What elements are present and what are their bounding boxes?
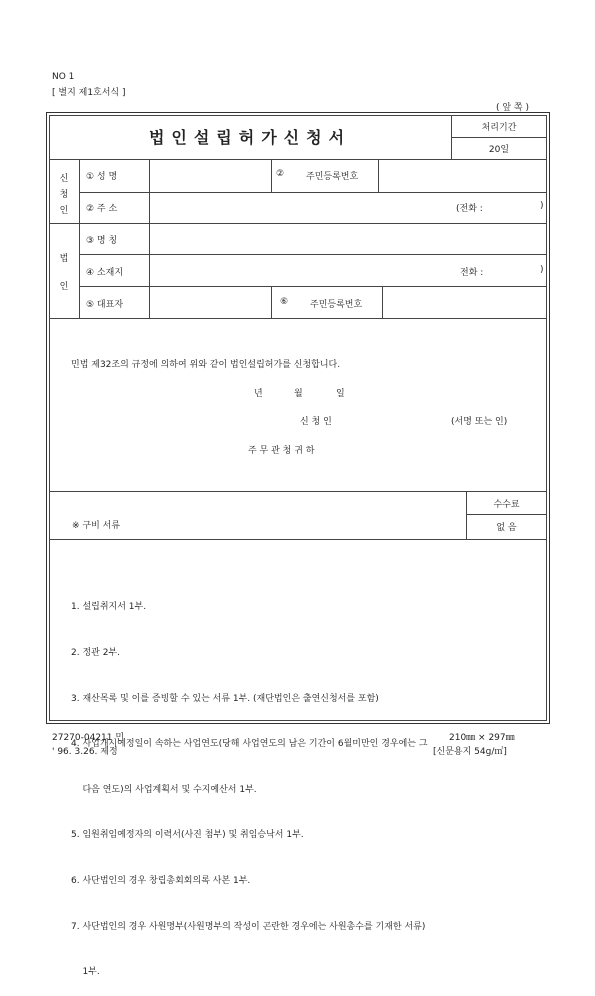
applicant-idnum-label: 주민등록번호 xyxy=(306,172,359,182)
statement-applicant: 신 청 인 xyxy=(300,417,332,427)
list-item: 6. 사단법인의 경우 창립총회회의록 사본 1부. xyxy=(71,876,251,887)
applicant-idnum-marker: ② xyxy=(276,169,285,179)
corporation-name-label: ③ 명 칭 xyxy=(86,236,118,246)
representative-label: ⑤ 대표자 xyxy=(86,300,124,310)
date-month: 월 xyxy=(294,389,303,399)
list-item: 2. 정관 2부. xyxy=(71,648,120,659)
required-docs-list xyxy=(71,570,541,996)
recipient-label: 주 무 관 청 귀 하 xyxy=(248,446,315,456)
page-side: ( 앞 쪽 ) xyxy=(496,103,529,113)
corporation-location-label: ④ 소재지 xyxy=(86,268,124,278)
representative-field[interactable] xyxy=(152,290,268,315)
corporation-location-field[interactable] xyxy=(152,258,442,283)
list-item: 다음 연도)의 사업계획서 및 수지예산서 1부. xyxy=(71,784,257,795)
applicant-group-label: 신 청 인 xyxy=(59,174,69,216)
statement-body: 민법 제32조의 규정에 의하여 위와 같이 법인설립허가를 신청합니다. xyxy=(71,360,341,370)
signature-label: (서명 또는 인) xyxy=(451,417,508,427)
applicant-phone-close: ) xyxy=(540,201,544,211)
applicant-name-field[interactable] xyxy=(152,163,268,189)
list-item: 3. 재산목록 및 이를 증빙할 수 있는 서류 1부. (재단법인은 출연신청서를 포함) xyxy=(71,693,379,704)
fee-value: 없 음 xyxy=(496,523,517,533)
list-item: 1. 설립취지서 1부. xyxy=(71,602,147,613)
processing-period-label: 처리기간 xyxy=(481,123,517,133)
corporation-group-label: 법 인 xyxy=(59,254,69,292)
list-item: 4. 사업개시예정일이 속하는 사업연도(당해 사업연도의 남은 기간이 6월미만인 경우에는 그 xyxy=(71,739,428,750)
form-number: NO 1 xyxy=(52,72,75,82)
applicant-phone-label: (전화 : xyxy=(456,204,483,214)
date-day: 일 xyxy=(336,389,345,399)
footer-size: 210㎜ × 297㎜ xyxy=(449,733,515,743)
corporation-phone-label: 전화 : xyxy=(460,268,484,278)
list-item: 7. 사단법인의 경우 사원명부(사원명부의 작성이 곤란한 경우에는 사원총수를 기재한 서류) xyxy=(71,921,426,932)
list-item: 5. 임원취임예정자의 이력서(사진 첨부) 및 취임승낙서 1부. xyxy=(71,830,304,841)
date-year: 년 xyxy=(254,389,263,399)
representative-idnum-marker: ⑥ xyxy=(280,297,289,307)
representative-idnum-label: 주민등록번호 xyxy=(310,300,363,310)
fee-label: 수수료 xyxy=(493,500,520,510)
footer-paper: [신문용지 54g/㎡] xyxy=(433,747,507,757)
required-docs-label: ※ 구비 서류 xyxy=(72,521,121,531)
corporation-phone-close: ) xyxy=(540,265,544,275)
footer-code: 27270-04211 민 xyxy=(52,733,125,743)
representative-idnum-field[interactable] xyxy=(385,290,543,315)
corporation-name-field[interactable] xyxy=(152,226,542,251)
applicant-address-field[interactable] xyxy=(152,195,442,220)
applicant-idnum-field[interactable] xyxy=(381,163,543,189)
processing-period-value: 20일 xyxy=(488,145,510,155)
applicant-address-label: ② 주 소 xyxy=(86,204,118,214)
list-item: 1부. xyxy=(71,967,100,978)
applicant-name-label: ① 성 명 xyxy=(86,172,118,182)
form-label: [ 별지 제1호서식 ] xyxy=(52,88,126,98)
footer-date: ' 96. 3.26. 제정 xyxy=(52,747,118,757)
form-title: 법인설립허가신청서 xyxy=(148,128,352,147)
